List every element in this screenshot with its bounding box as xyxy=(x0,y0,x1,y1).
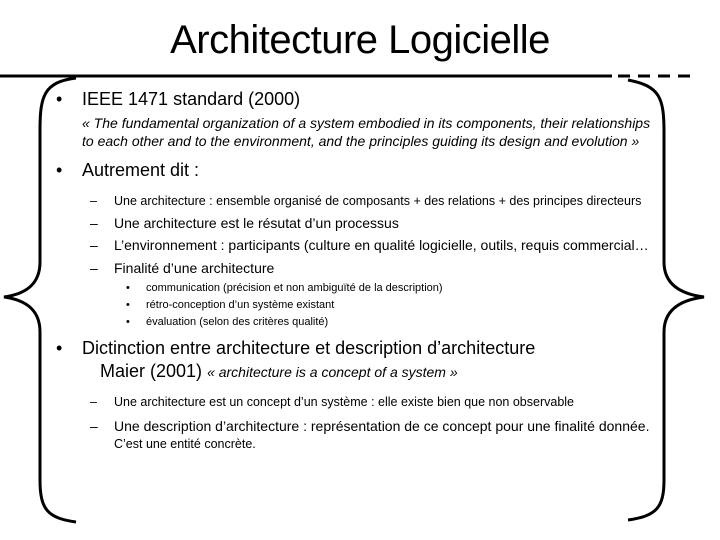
slide-content xyxy=(56,89,656,454)
distinction-item-text: Une description d’architecture : représentation de ce concept pour une finalité donnée. xyxy=(114,417,650,434)
bullet-autrement xyxy=(56,160,656,181)
ieee-quote: « The fundamental organization of a system embodied in its components, their relationships to each other and to the environment, and the principles guiding its design and evolution » xyxy=(82,115,651,149)
finalite-subitem-text: communication (précision et non ambiguïté de la description) xyxy=(146,282,443,294)
autrement-item-4 xyxy=(56,260,656,278)
bullet-distinction xyxy=(56,338,656,359)
finalite-subitem-2 xyxy=(56,297,656,314)
bullet-ieee xyxy=(56,89,656,110)
autrement-heading: Autrement dit : xyxy=(82,160,200,180)
dash-marker: – xyxy=(90,259,98,276)
autrement-item-text: Finalité d’une architecture xyxy=(114,259,275,276)
dash-marker: – xyxy=(90,214,98,231)
ieee-heading: IEEE 1471 standard (2000) xyxy=(82,89,301,109)
autrement-item-text: Une architecture est le résutat d’un processus xyxy=(114,214,399,231)
dash-marker: – xyxy=(90,237,98,253)
distinction-author: Maier (2001) xyxy=(100,361,203,381)
dash-marker: – xyxy=(90,395,97,409)
dash-marker: – xyxy=(90,194,97,208)
autrement-item-2 xyxy=(56,215,656,233)
bullet-marker: • xyxy=(56,338,63,358)
finalite-subitem-text: évaluation (selon des critères qualité) xyxy=(146,316,329,328)
distinction-author-quote: « architecture is a concept of a system » xyxy=(207,364,458,380)
bullet-marker: • xyxy=(126,316,130,328)
distinction-author-line xyxy=(56,361,656,383)
finalite-subitem-1 xyxy=(56,280,656,297)
distinction-item-1 xyxy=(56,394,656,412)
autrement-item-text: Une architecture : ensemble organisé de composants + des relations + des principes directeurs xyxy=(114,194,642,208)
autrement-item-1 xyxy=(56,193,656,211)
finalite-subitem-text: rétro-conception d’un système existant xyxy=(146,299,335,311)
finalite-subitem-3 xyxy=(56,314,656,331)
autrement-item-3 xyxy=(56,237,656,255)
autrement-item-text: L’environnement : participants (culture en qualité logicielle, outils, requis commercial… xyxy=(114,237,649,253)
distinction-item-tail: C’est une entité concrète. xyxy=(114,437,256,451)
distinction-item-2 xyxy=(56,418,656,454)
bullet-marker: • xyxy=(126,299,130,311)
distinction-heading: Dictinction entre architecture et description d’architecture xyxy=(82,338,536,358)
bullet-marker: • xyxy=(56,89,63,109)
dash-marker: – xyxy=(90,417,98,434)
bullet-marker: • xyxy=(56,160,63,180)
slide-title: Architecture Logicielle xyxy=(170,18,550,62)
distinction-item-text: Une architecture est un concept d’un système : elle existe bien que non observable xyxy=(114,395,574,409)
bullet-marker: • xyxy=(126,282,130,294)
